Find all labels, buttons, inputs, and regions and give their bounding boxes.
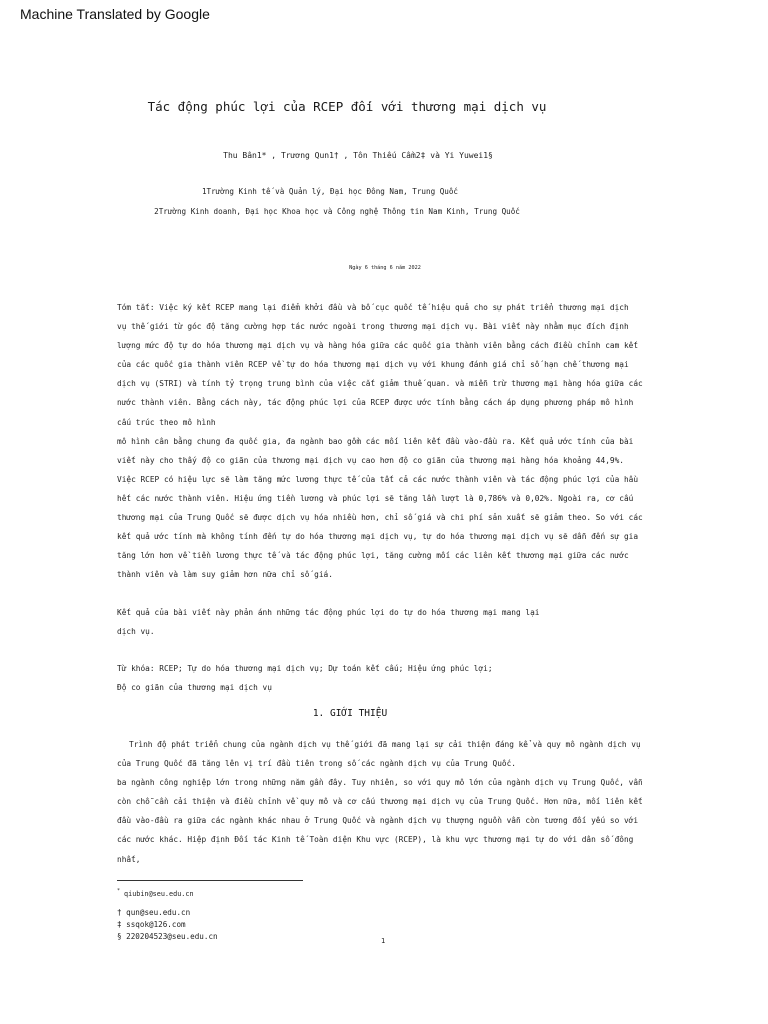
machine-translation-banner: Machine Translated by Google (20, 6, 210, 22)
footnotes (117, 885, 218, 944)
footnote-email[interactable]: qun@seu.edu.cn (126, 908, 191, 917)
footnote-mark: † (117, 908, 122, 917)
abstract (117, 298, 655, 584)
abstract-line: lượng mức độ tự do hóa thương mại dịch vụ và hàng hóa giữa các quốc gia thành viên bằng cách điều chỉnh cam kết (117, 341, 639, 351)
abstract-line: nước thành viên. Bằng cách này, tác động phúc lợi của RCEP được ước tính bằng cách áp dụng phương pháp mô hình (117, 398, 634, 408)
keywords-line: Từ khóa: RCEP; Tự do hóa thương mại dịch vụ; Dự toán kết cấu; Hiệu ứng phúc lợi; (117, 664, 493, 673)
abstract-line: của các quốc gia thành viên RCEP về tự do hóa thương mại dịch vụ với khung đánh giá chỉ số hạn chế thương mại (117, 360, 629, 370)
paper-title: Tác động phúc lợi của RCEP đối với thương mại dịch vụ (147, 99, 547, 114)
footnote-mark: § (117, 932, 122, 942)
abstract-line: dịch vụ (STRI) và tính tỷ trọng trung bình của việc cắt giảm thuế quan. và miễn trừ thương mại hàng hóa giữa các (117, 379, 643, 389)
abstract-line: vụ thế giới từ góc độ tăng cường hợp tác nước ngoài trong thương mại dịch vụ. Bài viết này nhằm mục đích định (117, 322, 629, 332)
footnote (117, 907, 218, 919)
intro-line: đầu vào-đầu ra giữa các ngành khác nhau ở Trung Quốc và ngành dịch vụ thượng nguồn vẫn còn tương đối yếu so với (117, 816, 639, 826)
intro-line: Trình độ phát triển chung của ngành dịch vụ thế giới đã mang lại sự cải thiện đáng kể và quy mô ngành dịch vụ (129, 740, 641, 749)
intro-line: các nước khác. Hiệp định Đối tác Kinh tế Toàn diện Khu vực (RCEP), là khu vực thương mại tự do với dân số đông (117, 835, 634, 845)
abstract-line: mô hình cân bằng chung đa quốc gia, đa ngành bao gồm các mối liên kết đầu vào-đầu ra. Kết quả ước tính của bài (117, 436, 634, 446)
keywords (117, 659, 655, 697)
footnote-mark: * (117, 888, 121, 894)
abstract-conclusion (117, 603, 655, 641)
affiliation-2: 2Trường Kinh doanh, Đại học Khoa học và Công nghệ Thông tin Nam Kinh, Trung Quốc (154, 207, 520, 216)
footnote (117, 931, 218, 943)
page-number: 1 (381, 937, 386, 945)
footnote-divider (117, 880, 303, 881)
footnote-email[interactable]: 220204523@seu.edu.cn (126, 932, 218, 942)
intro-line: ba ngành công nghiệp lớn trong những năm gần đây. Tuy nhiên, so với quy mô lớn của ngành dịch vụ Trung Quốc, vẫn (117, 778, 643, 788)
section-heading-introduction: 1. GIỚI THIỆU (312, 708, 388, 719)
conclusion-line: Kết quả của bài viết này phản ánh những tác động phúc lợi do tự do hóa thương mại mang lại (117, 608, 540, 617)
abstract-line: viết này cho thấy độ co giãn của thương mại dịch vụ cao hơn độ co giãn của thương mại hàng hóa khoảng 44,9%. (117, 455, 624, 465)
publication-date: Ngày 6 tháng 6 năm 2022 (349, 265, 421, 271)
abstract-line: Tóm tắt: Việc ký kết RCEP mang lại điểm khởi đầu và bố cục quốc tế hiệu quả cho sự phát triển thương mại dịch (117, 303, 629, 312)
keywords-line: Độ co giãn của thương mại dịch vụ (117, 683, 272, 693)
conclusion-line: dịch vụ. (117, 627, 155, 637)
footnote (117, 885, 218, 901)
abstract-line: hết các nước thành viên. Hiệu ứng tiền lương và phúc lợi sẽ tăng lần lượt là 0,786% và 0,02%. Ngoài ra, cơ cấu (117, 493, 634, 503)
intro-line: nhất, (117, 854, 141, 864)
abstract-line: kết quả ước tính mà không tính đến tự do hóa thương mại dịch vụ, tự do hóa thương mại dịch vụ sẽ dẫn đến sự gia (117, 532, 639, 542)
affiliation-1: 1Trường Kinh tế và Quản lý, Đại học Đông Nam, Trung Quốc (201, 187, 459, 196)
footnote (117, 919, 218, 931)
abstract-line: cấu trúc theo mô hình (117, 417, 216, 427)
abstract-line: thương mại của Trung Quốc sẽ được dịch vụ hóa nhiều hơn, chỉ số giá và chi phí sản xuất sẽ giảm theo. So với các (117, 513, 643, 523)
introduction-body (117, 735, 655, 869)
abstract-line: tăng lớn hơn về tiền lương thực tế và tác động phúc lợi, tăng cường mối các liên kết thương mại giữa các nước (117, 551, 629, 561)
abstract-line: Việc RCEP có hiệu lực sẽ làm tăng mức lương thực tế của tất cả các nước thành viên và tác động phúc lợi của hầu (117, 474, 639, 484)
abstract-line: thành viên và làm suy giảm hơn nữa chỉ số giá. (117, 570, 333, 580)
footnote-email[interactable]: qiubin@seu.edu.cn (124, 890, 194, 898)
intro-line: còn chỗ cần cải thiện và điều chỉnh về quy mô và cơ cấu thương mại dịch vụ của Trung Quốc. Hơn nữa, mối liên kết (117, 797, 643, 807)
footnote-email[interactable]: ssqok@126.com (126, 920, 186, 930)
intro-line: của Trung Quốc đã tăng lên vị trí đầu tiên trong số các ngành dịch vụ của Trung Quốc. (117, 759, 517, 769)
footnote-mark: ‡ (117, 920, 122, 930)
author-list: Thu Bân1* , Trương Qun1† , Tôn Thiếu Cầm2‡ và Yi Yuwei1§ (223, 151, 493, 160)
